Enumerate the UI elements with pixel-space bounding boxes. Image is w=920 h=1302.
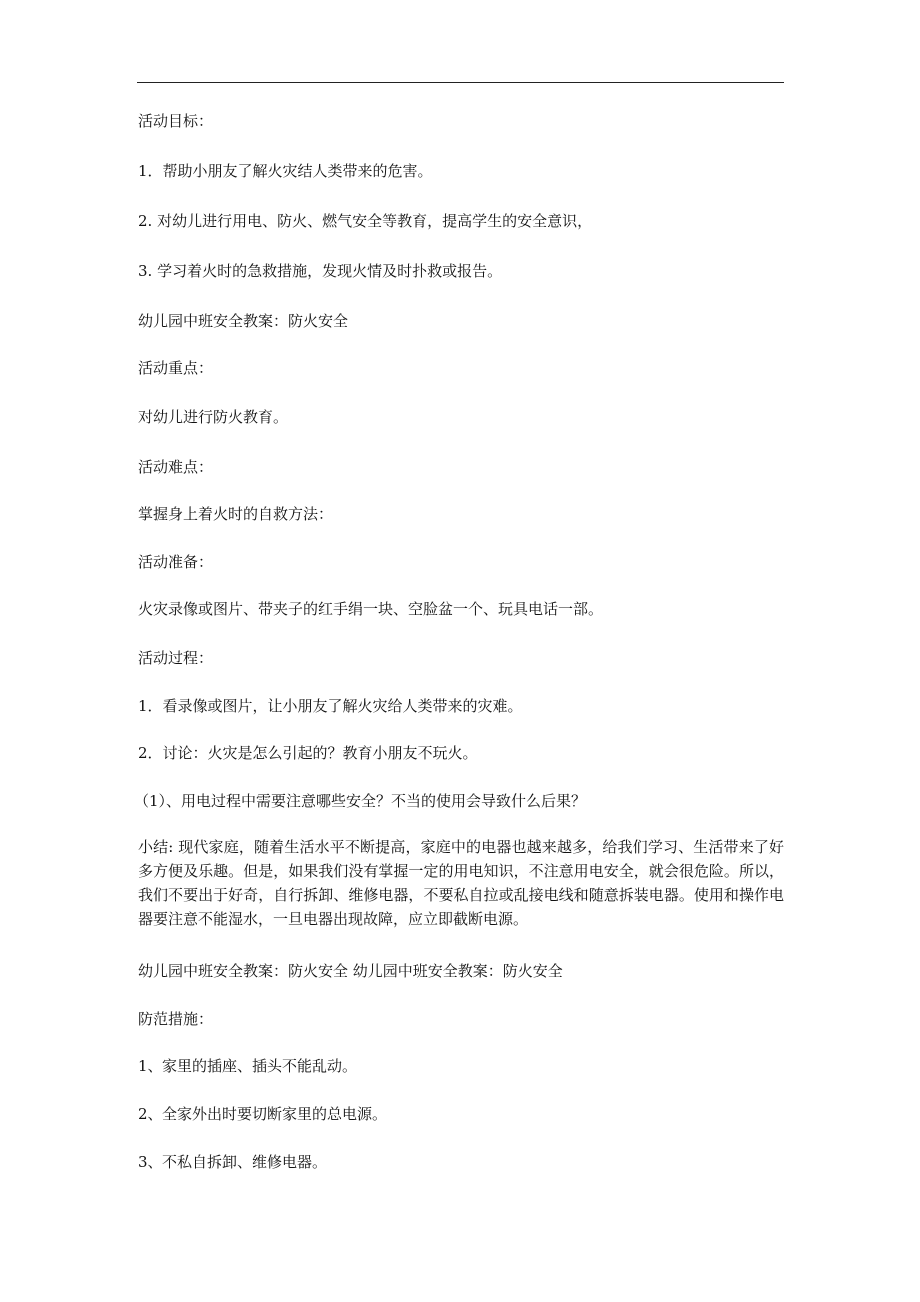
- measure-text: 全家外出时要切断家里的总电源。: [162, 1105, 388, 1123]
- heading-process: 活动过程：: [138, 649, 214, 667]
- process-subitem-1: （1）、用电过程中需要注意哪些安全？不当的使用会导致什么后果？: [134, 792, 587, 810]
- repeated-title-line: 幼儿园中班安全教案：防火安全 幼儿园中班安全教案：防火安全: [138, 962, 563, 980]
- measure-item-3: [138, 1150, 327, 1174]
- goal-item-1: 1．帮助小朋友了解火灾结人类带来的危害。: [138, 162, 433, 180]
- summary-paragraph: 小结: 现代家庭，随着生活水平不断提高，家庭中的电器也越来越多，给我们学习、生活带来了好多方便及乐趣。但是，如果我们没有掌握一定的用电知识，不注意用电安全，就会很危险。所以，我们不要出于好奇，自行拆卸、维修电器，不要私自拉或乱接电线和随意拆装电器。使用和操作电器要注意不能湿水，一旦电器出现故障，应立即截断电源。: [138, 838, 784, 928]
- key-point-text: 对幼儿进行防火教育。: [138, 408, 289, 426]
- difficulty-text: 掌握身上着火时的自救方法：: [138, 505, 334, 523]
- header-rule: [137, 82, 784, 83]
- measure-text: 不私自拆卸、维修电器。: [162, 1153, 328, 1171]
- measure-text: 家里的插座、插头不能乱动。: [162, 1057, 358, 1075]
- goal-item-2: 2. 对幼儿进行用电、防火、燃气安全等教育，提高学生的安全意识，: [138, 212, 593, 230]
- heading-preparation: 活动准备：: [138, 553, 214, 571]
- measure-item-1: [138, 1054, 357, 1078]
- measure-number: 2、: [138, 1105, 163, 1123]
- heading-prevention: 防范措施：: [138, 1010, 214, 1028]
- goal-item-3: 3. 学习着火时的急救措施，发现火情及时扑救或报告。: [138, 262, 503, 280]
- measure-item-2: [138, 1102, 387, 1126]
- process-item-2: 2．讨论：火灾是怎么引起的？教育小朋友不玩火。: [138, 744, 478, 762]
- heading-difficulties: 活动难点：: [138, 458, 214, 476]
- heading-key-points: 活动重点：: [138, 359, 214, 377]
- preparation-text: 火灾录像或图片、带夹子的红手绢一块、空脸盆一个、玩具电话一部。: [138, 600, 604, 618]
- heading-activity-goals: 活动目标：: [138, 112, 214, 130]
- measure-number: 3、: [138, 1153, 163, 1171]
- document-title-line: 幼儿园中班安全教案：防火安全: [138, 312, 349, 330]
- process-item-1: 1．看录像或图片，让小朋友了解火灾给人类带来的灾难。: [138, 697, 523, 715]
- measure-number: 1、: [138, 1057, 163, 1075]
